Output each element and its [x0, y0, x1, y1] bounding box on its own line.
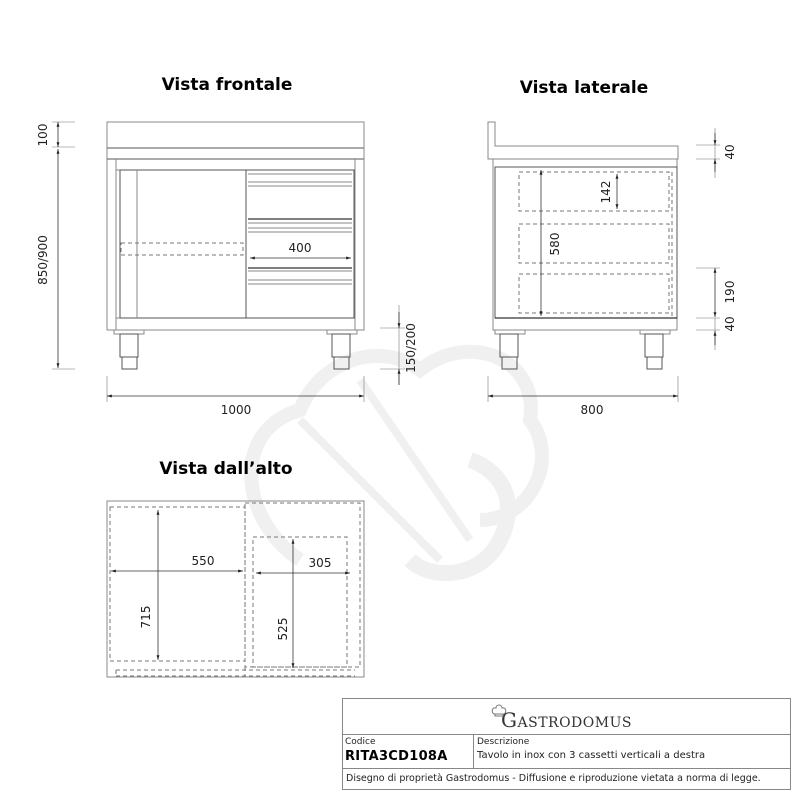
description-label: Descrizione — [477, 737, 530, 747]
side-view — [488, 78, 737, 417]
dim-drawer-stack: 580 — [548, 232, 562, 256]
dim-drawer-width: 400 — [288, 241, 312, 255]
dim-left-width: 550 — [191, 554, 215, 568]
side-drawer-2 — [519, 224, 669, 263]
brand-initial: G — [501, 708, 518, 732]
dim-backsplash: 100 — [36, 123, 50, 147]
top-left-compartment — [110, 507, 245, 661]
front-sliding-door — [120, 170, 246, 318]
dim-width: 1000 — [220, 403, 252, 417]
dim-top-thickness: 40 — [723, 144, 737, 160]
front-backsplash — [107, 122, 364, 148]
side-view-title: Vista laterale — [519, 78, 649, 98]
front-body — [107, 159, 364, 330]
code-label: Codice — [345, 737, 376, 747]
dim-left-depth: 715 — [139, 605, 153, 629]
dim-feet: 150/200 — [404, 323, 418, 373]
dim-right-depth: 525 — [276, 617, 290, 641]
dim-lower-gap: 190 — [723, 280, 737, 304]
watermark-logo-icon — [251, 352, 542, 573]
dim-bottom-shelf: 40 — [723, 316, 737, 332]
code-cell — [343, 735, 474, 768]
top-view-title: Vista dall’alto — [159, 459, 293, 479]
chef-hat-icon — [491, 703, 507, 717]
side-drawer-1 — [519, 172, 669, 211]
front-view — [36, 75, 418, 417]
copyright-notice: Disegno di proprietà Gastrodomus - Diffusione e riproduzione vietata a norma di legge. — [346, 773, 761, 784]
dim-height: 850/900 — [36, 235, 50, 285]
side-feet — [495, 330, 670, 369]
title-block — [342, 698, 791, 790]
dim-depth: 800 — [580, 403, 604, 417]
side-top-upstand — [488, 122, 678, 159]
side-drawer-3 — [519, 274, 669, 313]
description-value: Tavolo in inox con 3 cassetti verticali a destra — [477, 750, 706, 761]
top-outline — [107, 501, 364, 677]
dim-drawer-height: 142 — [599, 180, 613, 204]
dim-right-width: 305 — [308, 556, 332, 570]
top-view — [107, 459, 364, 677]
front-view-title: Vista frontale — [161, 75, 293, 95]
brand-logo — [343, 699, 790, 735]
code-value: RITA3CD108A — [345, 749, 448, 764]
description-cell — [474, 735, 790, 768]
front-feet — [114, 330, 357, 369]
brand-name: ASTRODOMUS — [517, 715, 632, 731]
